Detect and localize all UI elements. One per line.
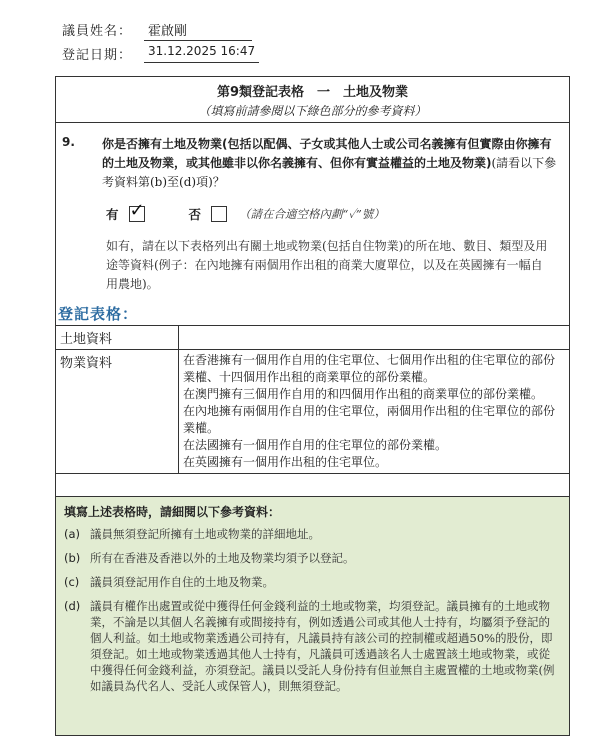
note-text: 議員有權作出處置或從中獲得任何金錢利益的土地或物業，均須登記。議員擁有的土地或物業，不論是以其個人名義擁有或間接持有，例如透過公司或其他人士持有，均屬須予登記的個人利益。如土地或物業透過公司持有，凡議員持有該公司的控制權或超過50%的股份，即須登記。如土地或物業透過其他人士持有，凡議員可透過該名人士處置該土地或物業，或從中獲得任何金錢利益，亦須登記。議員以受託人身份持有但並無自主處置權的土地或物業(例如議員為代名人、受託人或保管人)，則無須登記。 [90,599,555,693]
member-name-row [62,20,252,41]
no-label: 否 [188,207,202,222]
note-text: 所有在香港及香港以外的土地及物業均須予以登記。 [90,551,355,565]
note-key: (a) [64,527,81,541]
table-row [56,350,570,474]
reference-notes [55,496,570,736]
check-icon: ✓ [129,200,145,221]
register-heading: 登記表格： [58,305,139,323]
form-subtitle: （填寫前請參閱以下綠色部分的參考資料） [198,104,427,118]
register-table [55,325,570,474]
property-line: 在澳門擁有三個用作自用的和四個用作出租的商業單位的部份業權。 [183,387,544,401]
question-bold: 你是否擁有土地及物業(包括以配偶、子女或其他人士或公司名義擁有但實際由你擁有的土地及物業，或其他雖非以你名義擁有、但你有實益權益的土地及物業) [102,137,552,170]
property-line: 在英國擁有一個用作出租的住宅單位。 [183,455,388,469]
yes-label: 有 [106,207,119,222]
member-name-value: 霍啟剛 [144,20,252,41]
note-key: (d) [64,599,81,613]
note-item [64,526,561,542]
note-key: (b) [64,551,81,565]
property-value [179,350,570,474]
table-row [56,326,570,350]
note-text: 議員無須登記所擁有土地或物業的詳細地址。 [90,527,320,541]
form-title-block [56,77,569,123]
yes-no-row [106,200,385,223]
note-item [64,598,561,694]
question-row [62,135,562,192]
question-number: 9. [62,135,75,149]
note-item [64,574,561,590]
land-value [179,326,570,350]
notes-title: 填寫上述表格時，請細閱以下參考資料： [64,505,281,519]
note-item [64,550,561,566]
question-text [102,135,562,192]
instruction-text: 如有，請在以下表格列出有關土地或物業(包括自住物業)的所在地、數目、類型及用途等資料(例子：在內地擁有兩個用作出租的商業大廈單位，以及在英國擁有一幅自用農地)。 [106,239,548,291]
registration-date-label: 登記日期： [62,48,133,63]
property-label: 物業資料 [56,350,179,474]
member-name-label: 議員姓名： [62,24,133,39]
form-box [55,76,570,716]
checkbox-hint: （請在合適空格內劃“✓”號） [239,207,385,221]
property-line: 在法國擁有一個用作自用的住宅單位的部份業權。 [183,438,448,452]
form-title: 第9類登記表格 一 土地及物業 [216,85,409,100]
land-label: 土地資料 [56,326,179,350]
note-key: (c) [64,575,80,589]
registration-date-value: 31.12.2025 16:47 [144,44,259,63]
registration-date-row [62,44,259,63]
question-tail: (請看以下參考資料第(b)至(d)項)？ [102,156,557,189]
property-line: 在香港擁有一個用作自用的住宅單位、七個用作出租的住宅單位的部份業權、十四個用作出租的商業單位的部份業權。 [183,353,556,384]
note-text: 議員須登記用作自住的土地及物業。 [90,575,274,589]
property-line: 在內地擁有兩個用作自用的住宅單位，兩個用作出租的住宅單位的部份業權。 [183,404,556,435]
yes-checkbox[interactable] [129,200,145,222]
no-checkbox[interactable] [211,206,227,222]
